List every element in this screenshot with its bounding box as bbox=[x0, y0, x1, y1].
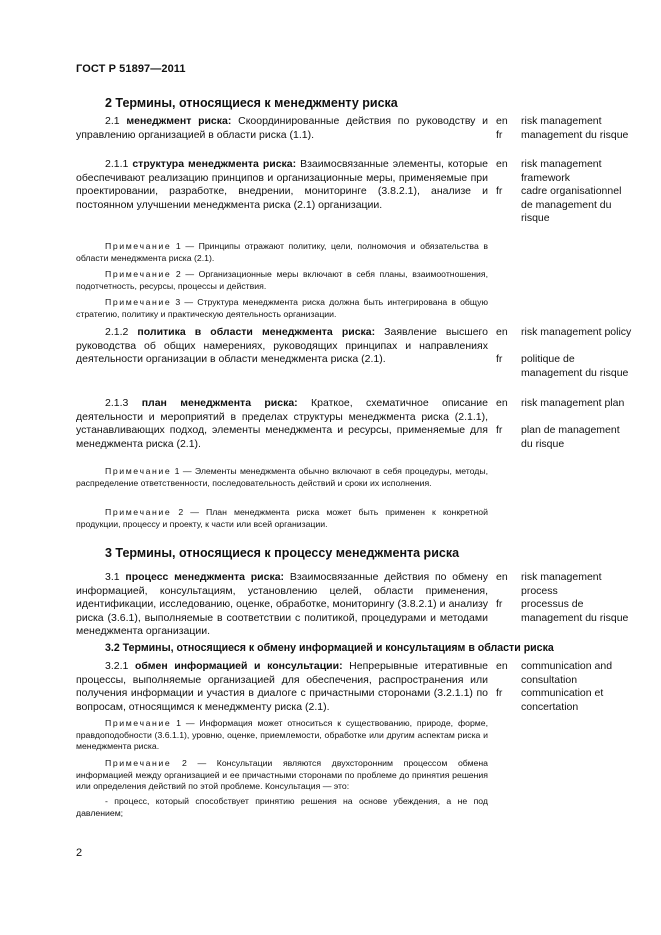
lang-code-en: en bbox=[496, 571, 508, 583]
term-number: 3.2.1 bbox=[105, 660, 135, 672]
term-2-1 bbox=[76, 115, 488, 142]
note-label: Примечание bbox=[105, 758, 172, 768]
term-3-1 bbox=[76, 571, 488, 639]
lang-code-fr: fr bbox=[496, 353, 503, 365]
term-number: 2.1.3 bbox=[105, 397, 142, 409]
term-definition: Краткое, схематичное описание деятельности и мероприятий в пределах структуры менеджмента риска (2.1.1), устанавливающих подход, элементы менеджмента и ресурсы, применяемые для менеджмента риска (2.1). bbox=[76, 397, 488, 450]
standard-header: ГОСТ Р 51897—2011 bbox=[76, 63, 186, 75]
lang-code-en: en bbox=[496, 158, 508, 170]
note bbox=[76, 269, 488, 292]
term-name: менеджмент риска: bbox=[126, 115, 232, 127]
term-name: политика в области менеджмента риска: bbox=[137, 326, 376, 338]
term-name: процесс менеджмента риска: bbox=[125, 571, 285, 583]
term-definition: Взаимосвязанные действия по обмену информацией, консультациям, установлению целей, области применения, идентификации, исследованию, оценке, обработке, мониторингу (3.8.2.1) и анализу риска (3.6.1), выполняемые в соответствии с политикой, процедурами и методами менеджмента организации. bbox=[76, 571, 489, 638]
equivalent-fr: politique de management du risque bbox=[521, 353, 629, 379]
note-label: Примечание bbox=[105, 507, 172, 517]
note-text: 2 — Организационные меры включают в себя планы, взаимоотношения, подотчетность, ресурсы, процессы и действия. bbox=[76, 269, 488, 291]
term-number: 3.1 bbox=[105, 571, 126, 583]
lang-code-en: en bbox=[496, 326, 508, 338]
note-text: 2 — Консультации являются двухсторонним процессом обмена информацией между организацией и ее причастными сторонами по проблеме до принятия решения или определения действий по этой проблеме. Консультация — это: bbox=[76, 758, 488, 791]
equivalent-fr: cadre organisationnel de management du risque bbox=[521, 185, 622, 225]
note-text: 1 — Информация может относиться к существованию, природе, форме, правдоподобности (3.6.1.1), уровню, оценке, приемлемости, обработке или другим аспектам риска и менеджмента риска. bbox=[76, 718, 488, 751]
page-number: 2 bbox=[76, 847, 83, 859]
note bbox=[76, 718, 488, 753]
lang-code-en: en bbox=[496, 115, 508, 127]
term-2-1-3 bbox=[76, 397, 488, 451]
term-definition: Скоординированные действия по руководству и управлению организацией в области риска (1.1). bbox=[76, 115, 489, 141]
equivalent-en: risk management plan bbox=[521, 397, 625, 409]
list-item: - процесс, который способствует принятию решения на основе убеждения, а не под давлением; bbox=[76, 796, 488, 818]
term-name: план менеджмента риска: bbox=[141, 397, 298, 409]
lang-code-fr: fr bbox=[496, 598, 503, 610]
term-number: 2.1.1 bbox=[105, 158, 133, 170]
equivalent-en: risk management framework bbox=[521, 158, 602, 184]
lang-code-fr: fr bbox=[496, 185, 503, 197]
section-3-heading: 3 Термины, относящиеся к процессу менеджмента риска bbox=[105, 546, 460, 560]
lang-code-en: en bbox=[496, 397, 508, 409]
lang-code-fr: fr bbox=[496, 129, 503, 141]
lang-code-fr: fr bbox=[496, 687, 503, 699]
equivalent-fr: plan de management du risque bbox=[521, 424, 620, 450]
note-text: 2 — План менеджмента риска может быть применен к конкретной продукции, процессу и проекту, к части или всей организации. bbox=[76, 507, 488, 529]
term-definition: Непрерывные итеративные процессы, выполняемые организацией для обеспечения, распространения или получения информации и участия в диалоге с причастными сторонами (3.2.1.1) по вопросам, относящимся к менеджменту риска (2.1). bbox=[76, 660, 488, 713]
note bbox=[76, 297, 488, 320]
note bbox=[76, 241, 488, 264]
term-2-1-1 bbox=[76, 158, 488, 212]
equivalent-fr: management du risque bbox=[521, 129, 629, 141]
term-number: 2.1.2 bbox=[105, 326, 138, 338]
equivalent-en: communication and consultation bbox=[521, 660, 613, 686]
equivalent-en: risk management policy bbox=[521, 326, 632, 338]
note bbox=[76, 466, 488, 489]
equivalent-en: risk management bbox=[521, 115, 602, 127]
term-definition: Взаимосвязанные элементы, которые обеспечивают реализацию принципов и организационные меры, применяемые при проектировании, разработке, внедрении, мониторинге (3.8.2.1), анализе и постоянном улучшении менеджмента риска (2.1) организации. bbox=[76, 158, 488, 211]
equivalent-en: risk management process bbox=[521, 571, 602, 597]
note bbox=[76, 758, 488, 793]
note bbox=[76, 507, 488, 530]
term-2-1-2 bbox=[76, 326, 488, 367]
note-label: Примечание bbox=[105, 466, 172, 476]
note-text: 3 — Структура менеджмента риска должна быть интегрирована в общую стратегию, политику и практическую деятельность организации. bbox=[76, 297, 488, 319]
term-name: структура менеджмента риска: bbox=[132, 158, 297, 170]
lang-code-en: en bbox=[496, 660, 508, 672]
note-label: Примечание bbox=[105, 718, 172, 728]
term-name: обмен информацией и консультации: bbox=[134, 660, 343, 672]
term-number: 2.1 bbox=[105, 115, 127, 127]
subsection-3-2-heading: 3.2 Термины, относящиеся к обмену информацией и консультациям в области риска bbox=[105, 642, 554, 654]
note-label: Примечание bbox=[105, 297, 172, 307]
lang-code-fr: fr bbox=[496, 424, 503, 436]
note-text: 1 — Принципы отражают политику, цели, полномочия и обязательства в области менеджмента риска (2.1). bbox=[76, 241, 488, 263]
note-label: Примечание bbox=[105, 241, 172, 251]
section-2-heading: 2 Термины, относящиеся к менеджменту риска bbox=[105, 96, 398, 110]
term-definition: Заявление высшего руководства об общих намерениях, руководящих принципах и направлениях деятельности организации в области менеджмента риска (2.1). bbox=[76, 326, 488, 366]
term-3-2-1 bbox=[76, 660, 488, 714]
equivalent-fr: processus de management du risque bbox=[521, 598, 629, 624]
note-text: 1 — Элементы менеджмента обычно включают в себя процедуры, методы, распределение ответственности, последовательность действий и сроки их исполнения. bbox=[76, 466, 488, 488]
equivalent-fr: communication et concertation bbox=[521, 687, 604, 713]
note-label: Примечание bbox=[105, 269, 172, 279]
